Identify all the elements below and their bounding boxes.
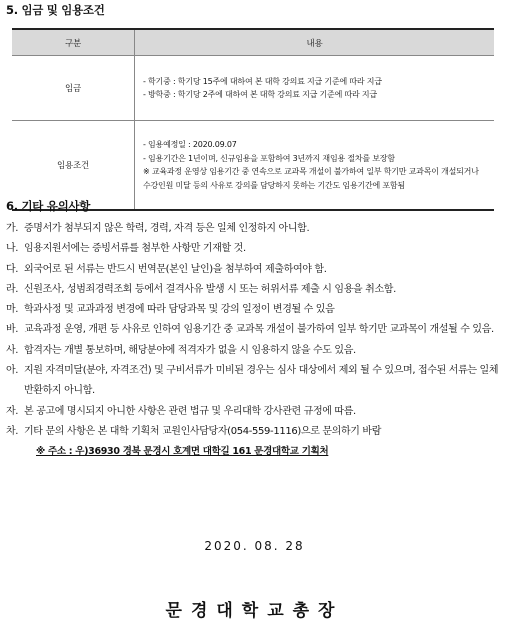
list-item: [6, 219, 502, 239]
item-text: 신원조사, 성범죄경력조회 등에서 결격사유 발생 시 또는 허위서류 제출 시 임용을 취소함.: [24, 283, 396, 295]
item-marker: 나.: [6, 243, 19, 255]
announcement-date: 2020. 08. 28: [204, 539, 305, 553]
list-item: [6, 260, 502, 280]
list-item: [6, 341, 502, 361]
section-6-title: 6. 기타 유의사항: [6, 199, 91, 213]
salary-line: - 학기중 : 학기당 15주에 대하여 본 대학 강의료 지급 기준에 따라 지급: [143, 76, 382, 86]
header-content: 내용: [135, 29, 495, 56]
item-text: 증명서가 첨부되지 않은 학력, 경력, 자격 등은 일체 인정하지 아니함.: [24, 223, 310, 234]
salary-label: 임금: [12, 56, 135, 121]
item-marker: 차.: [6, 425, 19, 437]
table-row-terms: [12, 121, 494, 211]
item-text: 기타 문의 사항은 본 대학 기획처 교원인사담당자(054-559-1116)으로 문의하기 바람: [24, 425, 382, 437]
item-text: 임용지원서에는 증빙서류를 첨부한 사항만 기재할 것.: [24, 243, 246, 255]
item-marker: 다.: [6, 263, 19, 275]
list-item: [6, 239, 502, 259]
terms-line: - 임용예정일 : 2020.09.07: [143, 140, 237, 149]
section-5-title: 5. 임금 및 임용조건: [6, 3, 105, 17]
item-text: 학과사정 및 교과과정 변경에 따라 담당과목 및 강의 일정이 변경될 수 있음: [24, 304, 335, 316]
header-category: 구분: [12, 29, 135, 56]
contact-address: ※ 주소 : 우)36930 경북 문경시 호계면 대학길 161 문경대학교 기획처: [36, 446, 329, 457]
item-text: 지원 자격미달(분야, 자격조건) 및 구비서류가 미비된 경우는 심사 대상에서 제외 될 수 있으며, 접수된 서류는 일체 반환하지 아니함.: [24, 365, 499, 397]
salary-line: - 방학중 : 학기당 2주에 대하여 본 대학 강의료 지급 기준에 따라 지급: [143, 90, 377, 99]
list-item: [6, 422, 502, 442]
item-text: 외국어로 된 서류는 반드시 번역문(본인 날인)을 첨부하여 제출하여야 함.: [24, 263, 327, 275]
item-text: 교육과정 운영, 개편 등 사유로 인하여 임용기간 중 교과목 개설이 불가하여 일부 학기만 교과목이 개설될 수 있음.: [24, 324, 494, 336]
list-item: [6, 320, 502, 340]
list-item: [6, 280, 502, 300]
salary-terms-table: [12, 28, 494, 211]
notes-list: [6, 219, 502, 442]
table-row-salary: [12, 56, 494, 121]
item-marker: 마.: [6, 304, 19, 316]
item-text: 본 공고에 명시되지 아니한 사항은 관련 법규 및 우리대학 강사관련 규정에 따름.: [24, 405, 356, 417]
list-item: [6, 361, 502, 402]
item-marker: 자.: [6, 405, 19, 417]
list-item: [6, 300, 502, 320]
item-marker: 아.: [6, 365, 19, 377]
salary-content: [135, 56, 495, 121]
terms-label: 임용조건: [12, 121, 135, 211]
item-marker: 사.: [6, 344, 19, 356]
item-marker: 라.: [6, 283, 19, 295]
table-header-row: [12, 29, 494, 56]
terms-content: [135, 121, 495, 211]
list-item: [6, 402, 502, 422]
item-marker: 바.: [6, 324, 19, 336]
item-marker: 가.: [6, 223, 19, 234]
item-text: 합격자는 개별 통보하며, 해당분야에 적격자가 없을 시 임용하지 않을 수도 있음.: [24, 344, 356, 356]
terms-line: - 임용기간은 1년이며, 신규임용을 포함하여 3년까지 재임용 절차를 보장함: [143, 153, 395, 163]
signer-name: 문경대학교총장: [165, 601, 344, 621]
terms-note: ※ 교육과정 운영상 임용기간 중 연속으로 교과목 개설이 불가하여 일부 학기만 교과목이 개설되거나 수강인원 미달 등의 사유로 강의를 담당하지 못하는 기간도 임용기간에 포함됨: [143, 167, 479, 190]
